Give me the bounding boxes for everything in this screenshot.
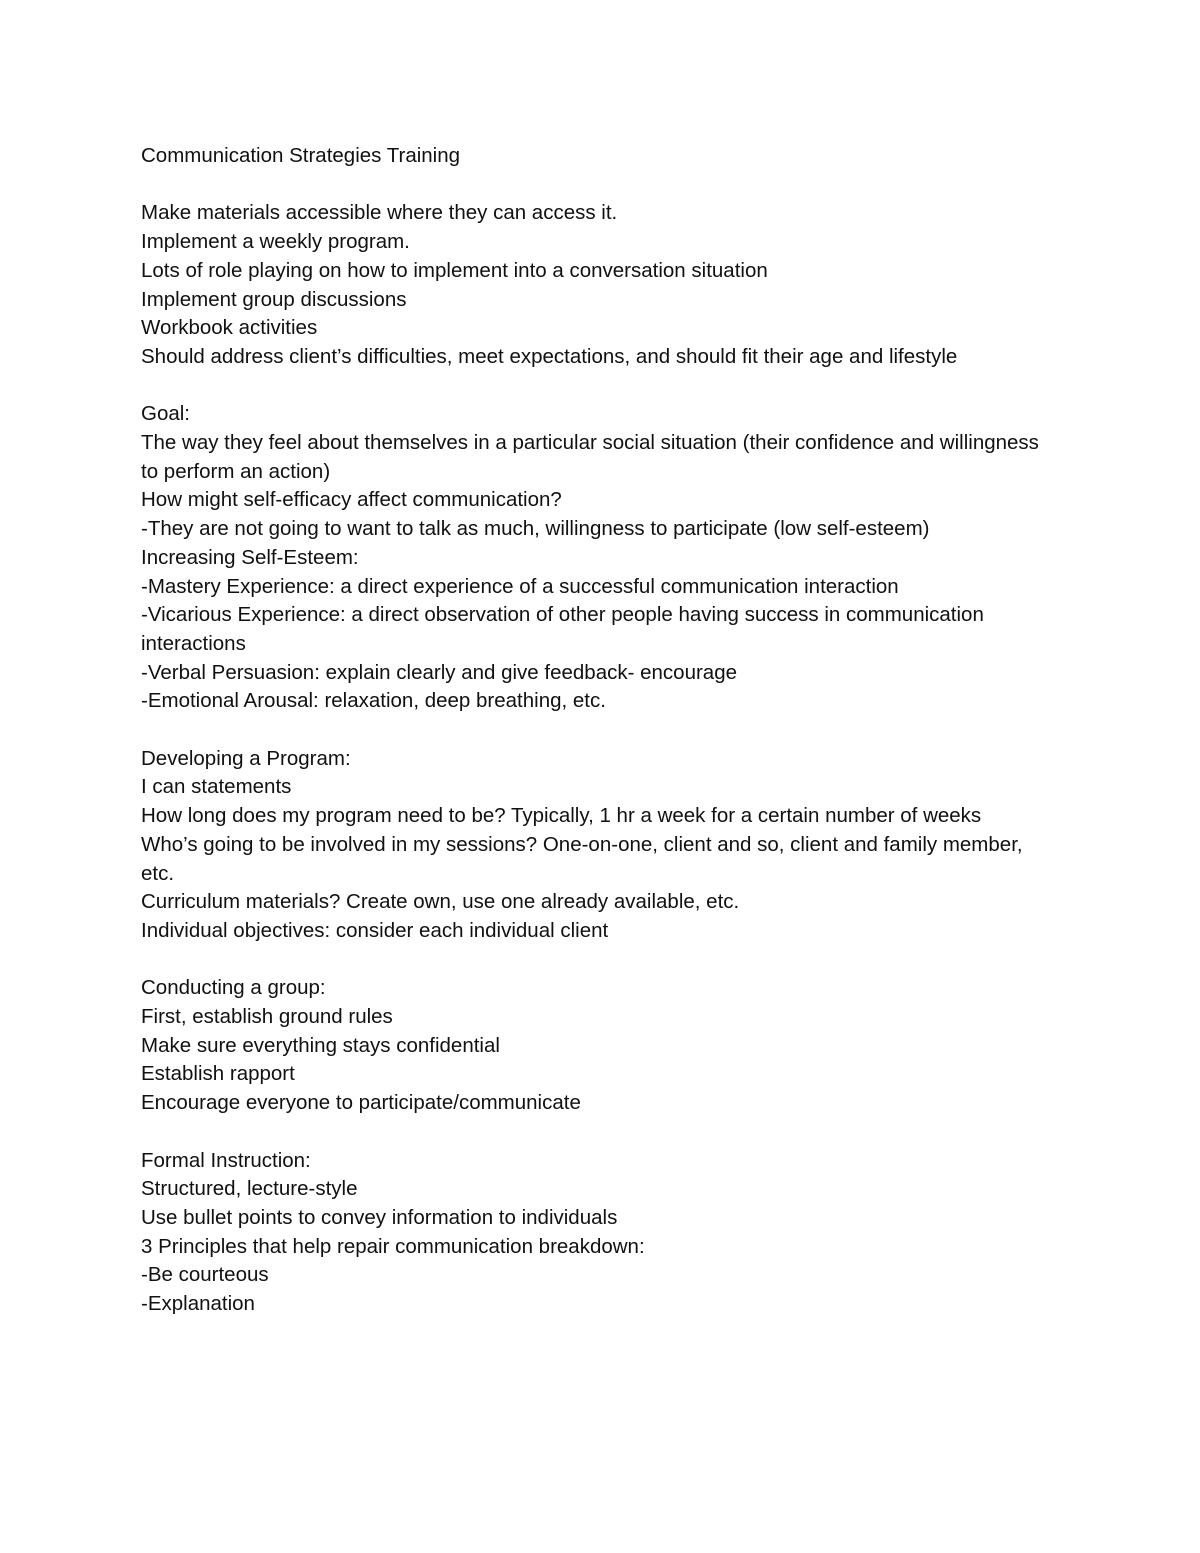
- conducting-line: Establish rapport: [141, 1062, 295, 1086]
- goal-line: -Mastery Experience: a direct experience of a successful communication interaction: [141, 574, 899, 598]
- goal-line: -Verbal Persuasion: explain clearly and give feedback- encourage: [141, 660, 738, 684]
- conducting-line: Make sure everything stays confidential: [141, 1033, 500, 1057]
- paragraph-gap: [141, 1118, 1041, 1147]
- conducting-heading: Conducting a group:: [141, 976, 326, 1000]
- formal-line: 3 Principles that help repair communication breakdown:: [141, 1234, 645, 1258]
- goal-line: The way they feel about themselves in a particular social situation (their confidence and willingness to perform an action): [141, 431, 1039, 483]
- formal-line: -Explanation: [141, 1292, 255, 1316]
- developing-line: Curriculum materials? Create own, use one already available, etc.: [141, 890, 740, 914]
- developing-heading: Developing a Program:: [141, 746, 351, 770]
- goal-line: Increasing Self-Esteem:: [141, 545, 359, 569]
- formal-line: Structured, lecture-style: [141, 1177, 358, 1201]
- developing-line: How long does my program need to be? Typically, 1 hr a week for a certain number of weeks: [141, 804, 982, 828]
- developing-line: I can statements: [141, 775, 292, 799]
- intro-line: Workbook activities: [141, 316, 318, 340]
- goal-line: -They are not going to want to talk as much, willingness to participate (low self-esteem): [141, 517, 930, 541]
- paragraph-gap: [141, 372, 1041, 401]
- intro-line: Make materials accessible where they can access it.: [141, 201, 618, 225]
- intro-line: Lots of role playing on how to implement into a conversation situation: [141, 258, 768, 282]
- document-title: Communication Strategies Training: [141, 144, 461, 167]
- conducting-line: First, establish ground rules: [141, 1005, 393, 1029]
- paragraph-gap: [141, 171, 1041, 200]
- intro-line: Should address client’s difficulties, meet expectations, and should fit their age and lifestyle: [141, 344, 958, 368]
- goal-line: -Vicarious Experience: a direct observation of other people having success in communication interactions: [141, 603, 984, 655]
- formal-heading: Formal Instruction:: [141, 1148, 311, 1172]
- intro-line: Implement a weekly program.: [141, 230, 410, 254]
- conducting-line: Encourage everyone to participate/communicate: [141, 1091, 581, 1115]
- formal-line: Use bullet points to convey information to individuals: [141, 1205, 618, 1229]
- paragraph-gap: [141, 946, 1041, 975]
- goal-line: How might self-efficacy affect communication?: [141, 488, 562, 512]
- document-body: [141, 142, 1041, 1319]
- formal-line: -Be courteous: [141, 1263, 269, 1287]
- developing-line: Individual objectives: consider each individual client: [141, 918, 609, 942]
- goal-heading: Goal:: [141, 402, 190, 426]
- intro-line: Implement group discussions: [141, 287, 407, 311]
- paragraph-gap: [141, 716, 1041, 745]
- developing-line: Who’s going to be involved in my sessions? One-on-one, client and so, client and family member, etc.: [141, 832, 1023, 885]
- goal-line: -Emotional Arousal: relaxation, deep breathing, etc.: [141, 689, 606, 713]
